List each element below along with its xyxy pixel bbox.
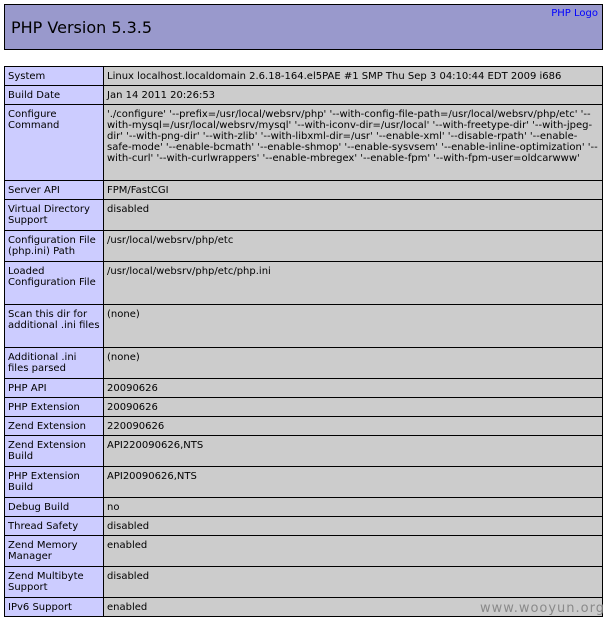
- table-row: [5, 200, 603, 231]
- row-label: System: [5, 67, 104, 86]
- table-row: [5, 498, 603, 517]
- row-value: disabled: [104, 200, 603, 231]
- table-row: [5, 231, 603, 262]
- row-value: enabled: [104, 536, 603, 567]
- row-value: 20090626: [104, 398, 603, 417]
- table-row: [5, 86, 603, 105]
- row-label: Loaded Configuration File: [5, 262, 104, 305]
- table-row: [5, 436, 603, 467]
- row-value: /usr/local/websrv/php/etc/php.ini: [104, 262, 603, 305]
- row-label: Configuration File (php.ini) Path: [5, 231, 104, 262]
- table-row: [5, 67, 603, 86]
- row-value: API20090626,NTS: [104, 467, 603, 498]
- row-label: Build Date: [5, 86, 104, 105]
- table-row: [5, 181, 603, 200]
- row-label: Thread Safety: [5, 517, 104, 536]
- table-row: [5, 105, 603, 181]
- table-row: [5, 348, 603, 379]
- row-label: Zend Extension: [5, 417, 104, 436]
- row-label: Zend Extension Build: [5, 436, 104, 467]
- row-value: disabled: [104, 517, 603, 536]
- row-label: Virtual Directory Support: [5, 200, 104, 231]
- row-label: Zend Multibyte Support: [5, 567, 104, 598]
- row-label: Configure Command: [5, 105, 104, 181]
- row-value: FPM/FastCGI: [104, 181, 603, 200]
- row-value: 220090626: [104, 417, 603, 436]
- row-value: (none): [104, 348, 603, 379]
- row-value: no: [104, 498, 603, 517]
- php-logo-link[interactable]: PHP Logo: [551, 8, 598, 19]
- row-value: /usr/local/websrv/php/etc: [104, 231, 603, 262]
- row-value: API220090626,NTS: [104, 436, 603, 467]
- row-value: './configure' '--prefix=/usr/local/websrv/php' '--with-config-file-path=/usr/local/websrv/php/etc' '--with-mysql=/usr/local/websrv/mysql' '--with-iconv-dir=/usr/local' '--with-freetype-dir' '--with-jpeg-dir' '--with-png-dir' '--with-zlib' '--with-libxml-dir=/usr' '--enable-xml' '--disable-rpath' '--enable-safe-mode' '--enable-bcmath' '--enable-shmop' '--enable-sysvsem' '--enable-inline-optimization' '--with-curl' '--with-curlwrappers' '--enable-mbregex' '--enable-fpm' '--with-fpm-user=oldcarwww': [104, 105, 603, 181]
- table-row: [5, 517, 603, 536]
- table-row: [5, 417, 603, 436]
- table-row: [5, 305, 603, 348]
- watermark: www.wooyun.org: [479, 601, 605, 616]
- row-label: PHP Extension Build: [5, 467, 104, 498]
- php-version-header: [4, 4, 603, 50]
- row-label: PHP Extension: [5, 398, 104, 417]
- table-row: [5, 467, 603, 498]
- table-row: [5, 567, 603, 598]
- row-label: Debug Build: [5, 498, 104, 517]
- row-label: IPv6 Support: [5, 598, 104, 617]
- table-row: [5, 536, 603, 567]
- row-value: disabled: [104, 567, 603, 598]
- row-value: Linux localhost.localdomain 2.6.18-164.el5PAE #1 SMP Thu Sep 3 04:10:44 EDT 2009 i686: [104, 67, 603, 86]
- row-value: 20090626: [104, 379, 603, 398]
- row-label: Zend Memory Manager: [5, 536, 104, 567]
- page-title: PHP Version 5.3.5: [11, 18, 153, 37]
- row-label: Additional .ini files parsed: [5, 348, 104, 379]
- row-value: (none): [104, 305, 603, 348]
- table-row: [5, 398, 603, 417]
- row-label: Scan this dir for additional .ini files: [5, 305, 104, 348]
- row-value: enabled: [104, 598, 603, 617]
- php-info-table: [4, 66, 603, 617]
- row-label: PHP API: [5, 379, 104, 398]
- table-row: [5, 262, 603, 305]
- row-value: Jan 14 2011 20:26:53: [104, 86, 603, 105]
- table-row: [5, 379, 603, 398]
- row-label: Server API: [5, 181, 104, 200]
